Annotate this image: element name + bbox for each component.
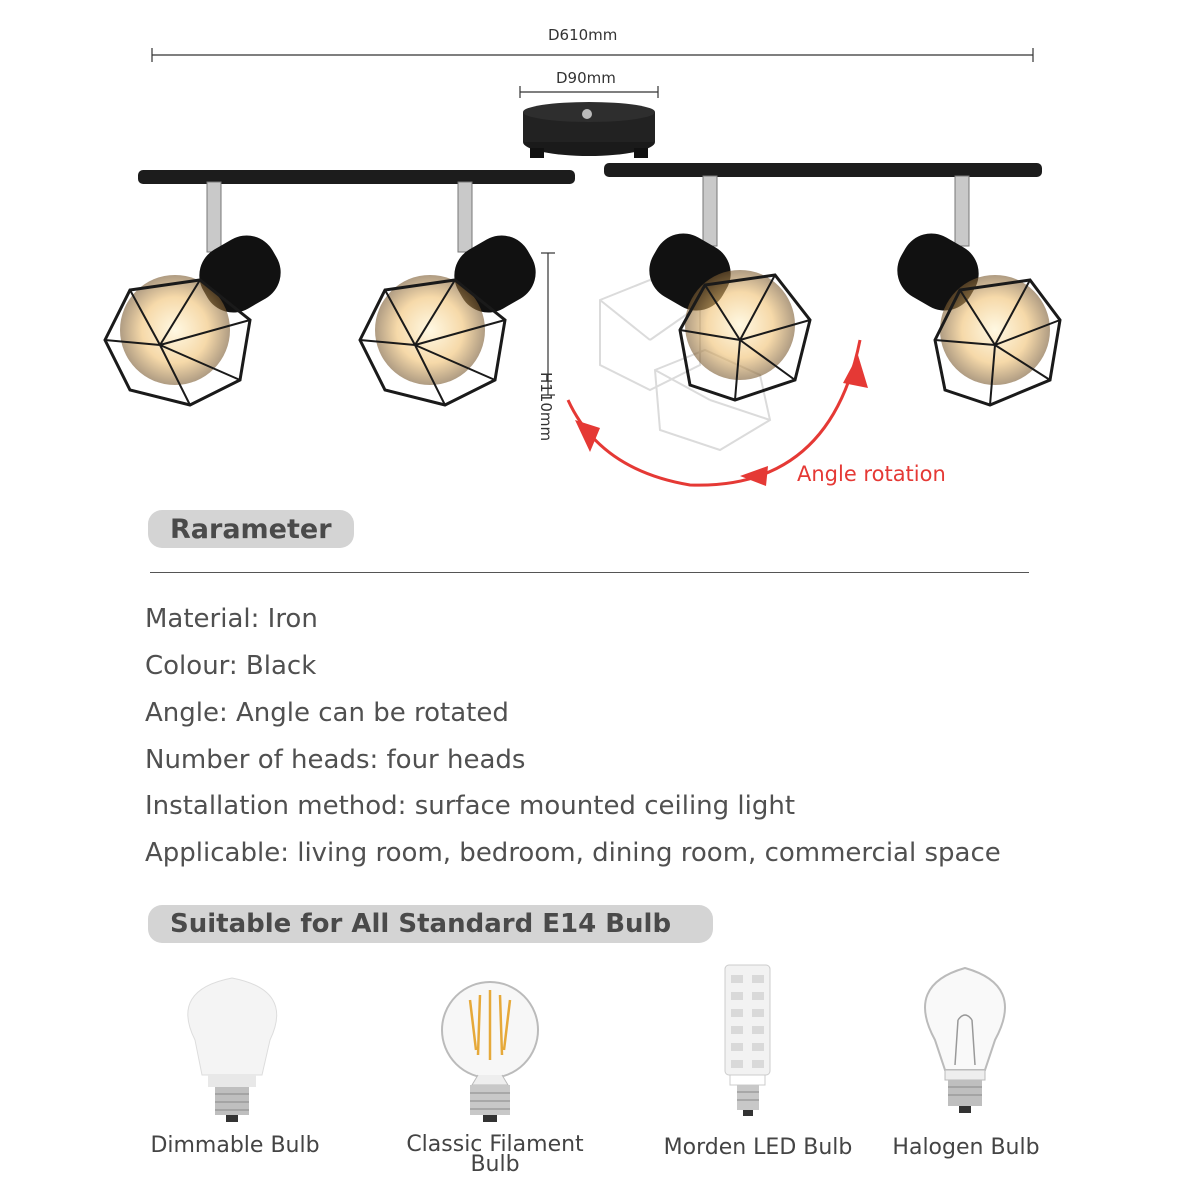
width-dimension-line [152,48,1033,62]
section-divider [150,572,1029,573]
base-dimension-line [520,86,658,98]
spotlight-head-2 [360,182,547,405]
led-bulb-icon [725,965,770,1116]
spec-installation: Installation method: surface mounted ceiling light [145,791,796,821]
spec-colour: Colour: Black [145,651,317,681]
parameter-heading [148,510,354,548]
dimmable-bulb-label: Dimmable Bulb [150,1133,320,1158]
parameter-heading-text: Rarameter [170,514,332,545]
halogen-bulb-icon [925,968,1005,1113]
filament-bulb-label-line1: Classic Filament [406,1132,584,1157]
bulb-icons [0,955,1200,1135]
spotlight-head-4 [886,176,1060,405]
halogen-bulb-label: Halogen Bulb [892,1135,1040,1160]
bulb-heading [148,905,713,943]
spotlight-head-1 [105,182,292,405]
bulb-heading-text: Suitable for All Standard E14 Bulb [170,909,672,939]
spec-applicable: Applicable: living room, bedroom, dining room, commercial space [145,838,1001,868]
ceiling-base [523,102,655,158]
filament-bulb-label-line2: Bulb [470,1152,520,1177]
spec-angle: Angle: Angle can be rotated [145,698,509,728]
filament-bulb-label [395,1132,595,1177]
base-label: D90mm [556,69,616,87]
filament-bulb-icon [442,982,538,1122]
led-bulb-label: Morden LED Bulb [663,1135,853,1160]
spec-material: Material: Iron [145,604,318,634]
height-label: H110mm [537,372,555,442]
dimmable-bulb-icon [188,978,277,1122]
rotation-label: Angle rotation [797,462,946,486]
width-label: D610mm [548,26,618,44]
track-rails [138,163,1042,184]
spec-heads: Number of heads: four heads [145,745,526,775]
